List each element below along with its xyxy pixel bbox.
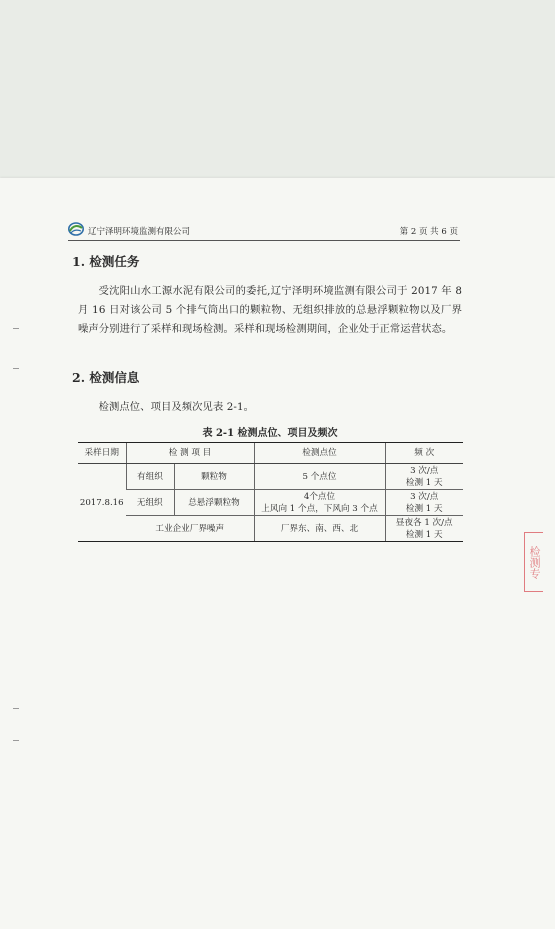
freq-line: 3 次/点 xyxy=(410,491,439,502)
point-line: 5 个点位 xyxy=(302,471,337,482)
page-number: 第 2 页 共 6 页 xyxy=(399,227,458,237)
section-1-title: 1. 检测任务 xyxy=(72,254,140,269)
scan-edge-mark xyxy=(13,328,19,329)
table-row xyxy=(78,516,463,542)
row-item: 总悬浮颗粒物 xyxy=(174,490,254,516)
table-caption: 表 2-1 检测点位、项目及频次 xyxy=(202,428,338,439)
header-item: 检 测 项 目 xyxy=(126,443,254,464)
section-1-body: 受沈阳山水工源水泥有限公司的委托,辽宁泽明环境监测有限公司于 2017 年 8 月 16 日对该公司 5 个排气筒出口的颗粒物、无组织排放的总悬浮颗粒物以及厂界噪声分别进行了采样和现场检测。采样和现场检测期间，企业处于正常运营状态。 xyxy=(78,285,462,335)
document-page xyxy=(0,178,555,929)
freq-line: 检测 1 天 xyxy=(405,503,443,514)
row-category-item: 工业企业厂界噪声 xyxy=(126,516,254,542)
table-row xyxy=(78,464,463,490)
company-logo-icon xyxy=(68,222,84,236)
header-freq: 频 次 xyxy=(385,443,463,464)
row-freq xyxy=(385,464,463,490)
header-point: 检测点位 xyxy=(254,443,385,464)
page-header xyxy=(68,220,460,241)
freq-line: 检测 1 天 xyxy=(405,477,443,488)
seal-stamp: 检测专 xyxy=(524,532,543,592)
point-line: 厂界东、南、西、北 xyxy=(280,523,359,534)
section-2-intro: 检测点位、项目及频次见表 2-1。 xyxy=(98,401,255,413)
freq-line: 检测 1 天 xyxy=(405,529,443,540)
row-item: 颗粒物 xyxy=(174,464,254,490)
table-header-row xyxy=(78,443,463,464)
section-2-title: 2. 检测信息 xyxy=(72,370,140,385)
inspection-table xyxy=(78,442,463,542)
point-line: 4个点位 xyxy=(303,491,336,502)
row-category: 无组织 xyxy=(126,490,174,516)
header-date: 采样日期 xyxy=(78,443,126,464)
freq-line: 3 次/点 xyxy=(410,465,439,476)
scan-edge-mark xyxy=(13,368,19,369)
table-row xyxy=(78,490,463,516)
company-name: 辽宁泽明环境监测有限公司 xyxy=(88,227,191,237)
scan-edge-mark xyxy=(13,740,19,741)
row-freq xyxy=(385,516,463,542)
row-point xyxy=(254,464,385,490)
point-line: 上风向 1 个点，下风向 3 个点 xyxy=(261,503,378,514)
freq-line: 昼夜各 1 次/点 xyxy=(395,517,453,528)
row-point xyxy=(254,516,385,542)
sampling-date: 2017.8.16 xyxy=(78,464,126,542)
row-point xyxy=(254,490,385,516)
scan-edge-mark xyxy=(13,708,19,709)
row-freq xyxy=(385,490,463,516)
row-category: 有组织 xyxy=(126,464,174,490)
